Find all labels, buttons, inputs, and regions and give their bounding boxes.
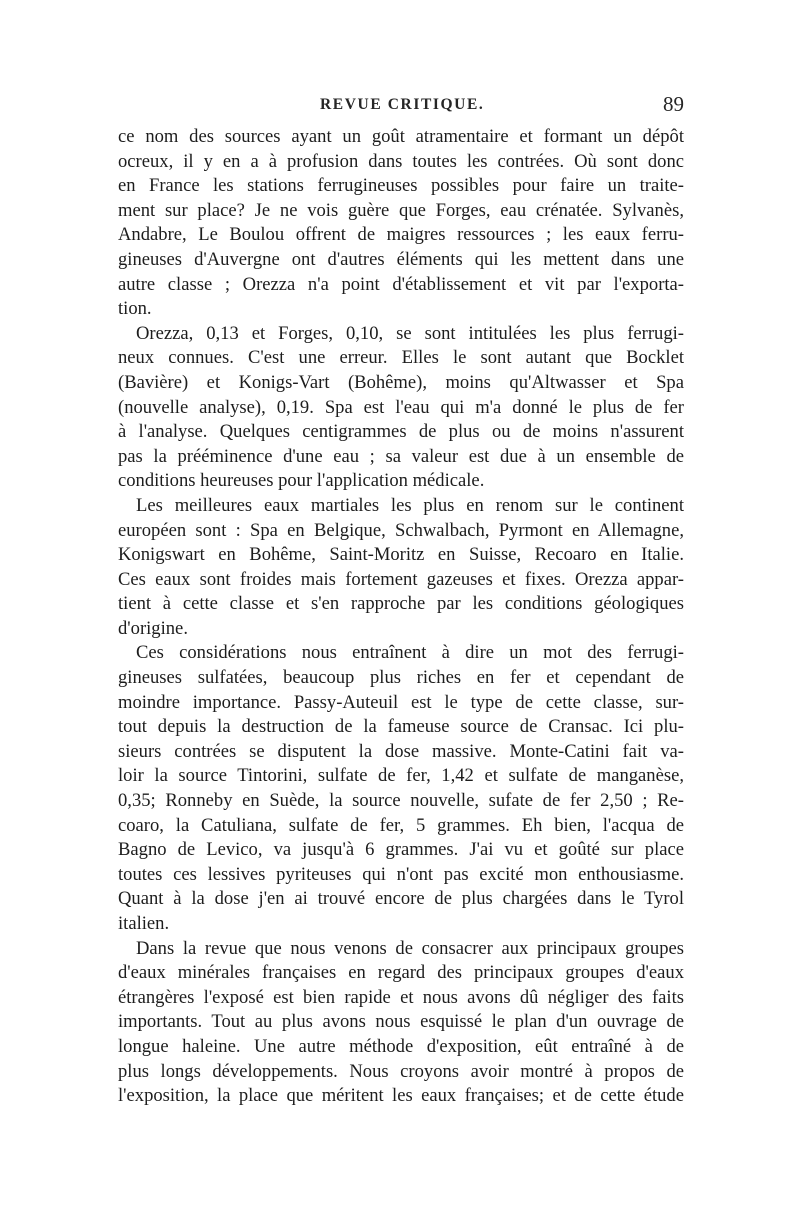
text-line: Ces considérations nous entraînent à dire un mot des ferrugi- <box>136 642 684 664</box>
text-line: toutes ces lessives pyriteuses qui n'ont pas excité mon enthousiasme. <box>118 863 684 885</box>
text-line: ce nom des sources ayant un goût atramentaire et formant un dépôt <box>118 126 684 147</box>
text-line: longue haleine. Une autre méthode d'exposition, eût entraîné à de <box>118 1035 684 1057</box>
text-line: ocreux, il y en a à profusion dans toutes les contrées. Où sont donc <box>118 150 684 172</box>
paragraph-5 <box>118 937 684 1109</box>
text-line: l'exposition, la place que méritent les eaux françaises; et de cette étude <box>118 1085 684 1107</box>
paragraph-4 <box>118 641 684 936</box>
paragraph-1 <box>118 125 684 322</box>
text-line: moindre importance. Passy-Auteuil est le type de cette classe, sur- <box>118 691 684 713</box>
text-line: loir la source Tintorini, sulfate de fer, 1,42 et sulfate de manganèse, <box>118 765 684 787</box>
text-line: Andabre, Le Boulou offrent de maigres ressources ; les eaux ferru- <box>118 224 684 246</box>
text-line: européen sont : Spa en Belgique, Schwalbach, Pyrmont en Allemagne, <box>118 519 684 541</box>
running-head-title: REVUE CRITIQUE. <box>320 96 485 113</box>
text-line: italien. <box>118 913 170 934</box>
paragraph-3 <box>118 494 684 642</box>
text-line: Konigswart en Bohême, Saint-Moritz en Suisse, Recoaro en Italie. <box>118 544 684 566</box>
text-line: Orezza, 0,13 et Forges, 0,10, se sont intitulées les plus ferrugi- <box>136 322 684 344</box>
text-line: Dans la revue que nous venons de consacrer aux principaux groupes <box>136 937 684 959</box>
text-line: Les meilleures eaux martiales les plus en renom sur le continent <box>136 494 684 516</box>
text-line: à l'analyse. Quelques centigrammes de plus ou de moins n'assurent <box>118 421 684 443</box>
text-line: 0,35; Ronneby en Suède, la source nouvelle, sufate de fer 2,50 ; Re- <box>118 790 684 812</box>
text-line: neux connues. C'est une erreur. Elles le sont autant que Bocklet <box>118 347 684 369</box>
text-line: Quant à la dose j'en ai trouvé encore de plus chargées dans le Tyrol <box>118 888 684 910</box>
text-line: Bagno de Levico, va jusqu'à 6 grammes. J'ai vu et goûté sur place <box>118 839 684 861</box>
page-number: 89 <box>663 92 684 116</box>
text-line: d'eaux minérales françaises en regard des principaux groupes d'eaux <box>118 962 684 984</box>
text-line: Ces eaux sont froides mais fortement gazeuses et fixes. Orezza appar- <box>118 568 684 590</box>
text-line: plus longs développements. Nous croyons avoir montré à propos de <box>118 1060 684 1082</box>
text-line: coaro, la Catuliana, sulfate de fer, 5 grammes. Eh bien, l'acqua de <box>118 814 684 836</box>
text-line: importants. Tout au plus avons nous esquissé le plan d'un ouvrage de <box>118 1011 684 1033</box>
text-line: tient à cette classe et s'en rapproche par les conditions géologiques <box>118 593 684 615</box>
body-text <box>118 125 684 1109</box>
text-line: autre classe ; Orezza n'a point d'établissement et vit par l'exporta- <box>118 273 684 295</box>
text-line: ment sur place? Je ne vois guère que Forges, eau crénatée. Sylvanès, <box>118 199 684 221</box>
text-line: gineuses d'Auvergne ont d'autres éléments qui les mettent dans une <box>118 248 684 270</box>
text-line: gineuses sulfatées, beaucoup plus riches en fer et cependant de <box>118 667 684 689</box>
text-line: (nouvelle analyse), 0,19. Spa est l'eau qui m'a donné le plus de fer <box>118 396 684 418</box>
text-line: étrangères l'exposé est bien rapide et nous avons dû négliger des faits <box>118 986 684 1008</box>
text-line: tion. <box>118 298 152 320</box>
text-line: sieurs contrées se disputent la dose massive. Monte-Catini fait va- <box>118 740 684 762</box>
text-line: tout depuis la destruction de la fameuse source de Cransac. Ici plu- <box>118 716 684 738</box>
text-line: d'origine. <box>118 617 188 639</box>
running-header <box>118 92 684 118</box>
text-line: pas la prééminence d'une eau ; sa valeur est due à un ensemble de <box>118 445 684 467</box>
text-line: (Bavière) et Konigs-Vart (Bohême), moins qu'Altwasser et Spa <box>118 371 684 393</box>
text-line: conditions heureuses pour l'application médicale. <box>118 470 485 492</box>
paragraph-2 <box>118 322 684 494</box>
text-line: en France les stations ferrugineuses possibles pour faire un traite- <box>118 175 684 197</box>
